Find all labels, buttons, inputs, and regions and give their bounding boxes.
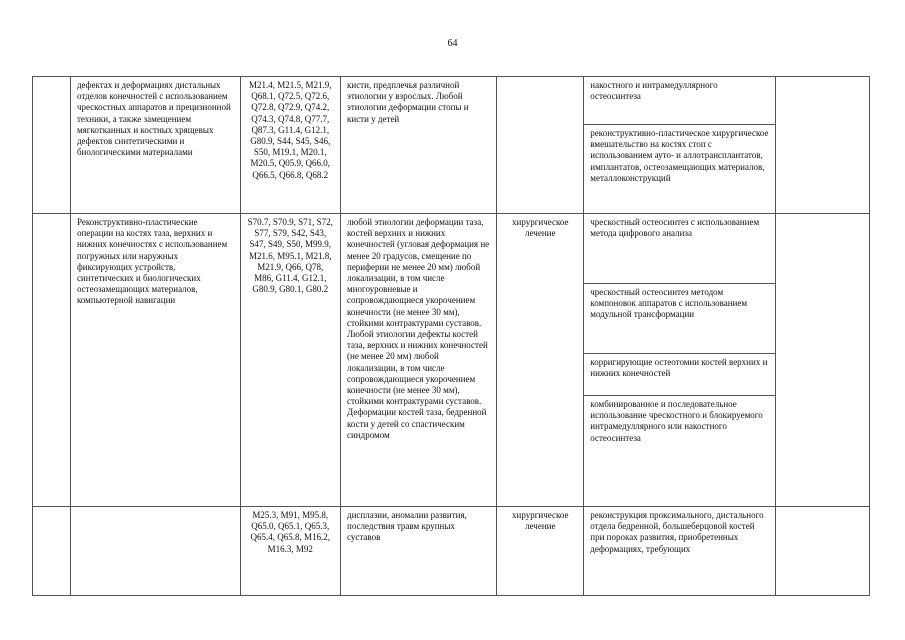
page-number: 64: [447, 38, 458, 49]
patient-model-cell: дисплазии, аномалии развития, последствия травм крупных суставов: [341, 507, 497, 596]
treatment-kind-cell: хирургическое лечение: [497, 507, 584, 596]
row-number-cell: [33, 214, 71, 507]
treatment-methods-cell: [584, 214, 776, 507]
intervention-name-cell: дефектах и деформациях дистальных отделов конечностей с использованием чрескостных аппаратов и прецизионной техники, а также замещением мягкотканных и костных хрящевых дефектов синтетическими и биологическими материалами: [70, 77, 240, 214]
extra-cell: [776, 77, 870, 214]
method-item: реконструктивно-пластическое хирургическое вмешательство на костях стоп с использованием ауто- и аллотрансплантатов, имплантатов, остеозамещающих материалов, металлоконструкций: [590, 128, 769, 183]
table-row: [33, 507, 870, 596]
patient-model-cell: любой этиологии деформации таза, костей верхних и нижних конечностей (угловая деформация не менее 20 градусов, смещение по периферии не менее 20 мм) любой локализации, в том числе многоуровневые и сопровождающиеся укорочением конечности (не менее 30 мм), стойкими контрактурами суставов. Любой этиологии дефекты костей таза, верхних и нижних конечностей (не менее 20 мм) любой локализации, в том числе сопровождающиеся укорочением конечности (не менее 30 мм), стойкими контрактурами суставов. Деформации костей таза, бедренной кости у детей со спастическим синдромом: [341, 214, 497, 507]
icd-codes-cell: M21.4, M21.5, M21.9, Q68.1, Q72.5, Q72.6, Q72.8, Q72.9, Q74.2, Q74.3, Q74.8, Q77.7, Q87.3, G11.4, G12.1, G80.9, S44, S45, S46, S50, M19.1, M20.1, M20.5, Q05.9, Q66.0, Q66.5, Q66.8, Q68.2: [240, 77, 340, 214]
method-item: реконструкция проксимального, дистального отдела бедренной, большеберцовой костей при пороках развития, приобретенных деформациях, требующих: [590, 510, 764, 554]
method-item: корригирующие остеотомии костей верхних и нижних конечностей: [584, 354, 775, 396]
intervention-name-cell: Реконструктивно-пластические операции на костях таза, верхних и нижних конечностях с использованием погружных или наружных фиксирующих устройств, синтетических и биологических остеозамещающих материалов, компьютерной навигации: [70, 214, 240, 507]
icd-codes-cell: M25.3, M91, M95.8, Q65.0, Q65.1, Q65.3, Q65.4, Q65.8, M16.2, M16.3, M92: [240, 507, 340, 596]
treatment-kind-cell: [497, 77, 584, 214]
treatment-methods-cell: [584, 507, 776, 596]
row-number-cell: [33, 77, 71, 214]
intervention-name-cell: [70, 507, 240, 596]
row-number-cell: [33, 507, 71, 596]
icd-codes-cell: S70.7, S70.9, S71, S72, S77, S79, S42, S43, S47, S49, S50, M99.9, M21.6, M95.1, M21.8, M21.9, Q66, Q78, M86, G11.4, G12.1, G80.9, G80.1, G80.2: [240, 214, 340, 507]
extra-cell: [776, 214, 870, 507]
medical-care-table: [32, 76, 870, 596]
table-row: [33, 214, 870, 507]
table-row: [33, 77, 870, 214]
method-item: комбинированное и последовательное использование чрескостного и блокируемого интрамедуллярного или накостного остеосинтеза: [590, 399, 763, 443]
extra-cell: [776, 507, 870, 596]
treatment-methods-cell: [584, 77, 776, 214]
method-item: накостного и интрамедуллярного остеосинтеза: [584, 77, 775, 125]
treatment-kind-cell: хирургическое лечение: [497, 214, 584, 507]
method-item: чрескостный остеосинтез с использованием метода цифрового анализа: [584, 214, 775, 284]
patient-model-cell: кисти, предплечья различной этиологии у взрослых. Любой этиологии деформации стопы и кисти у детей: [341, 77, 497, 214]
method-item: чрескостный остеосинтез методом компоновок аппаратов с использованием модульной трансформации: [584, 284, 775, 354]
